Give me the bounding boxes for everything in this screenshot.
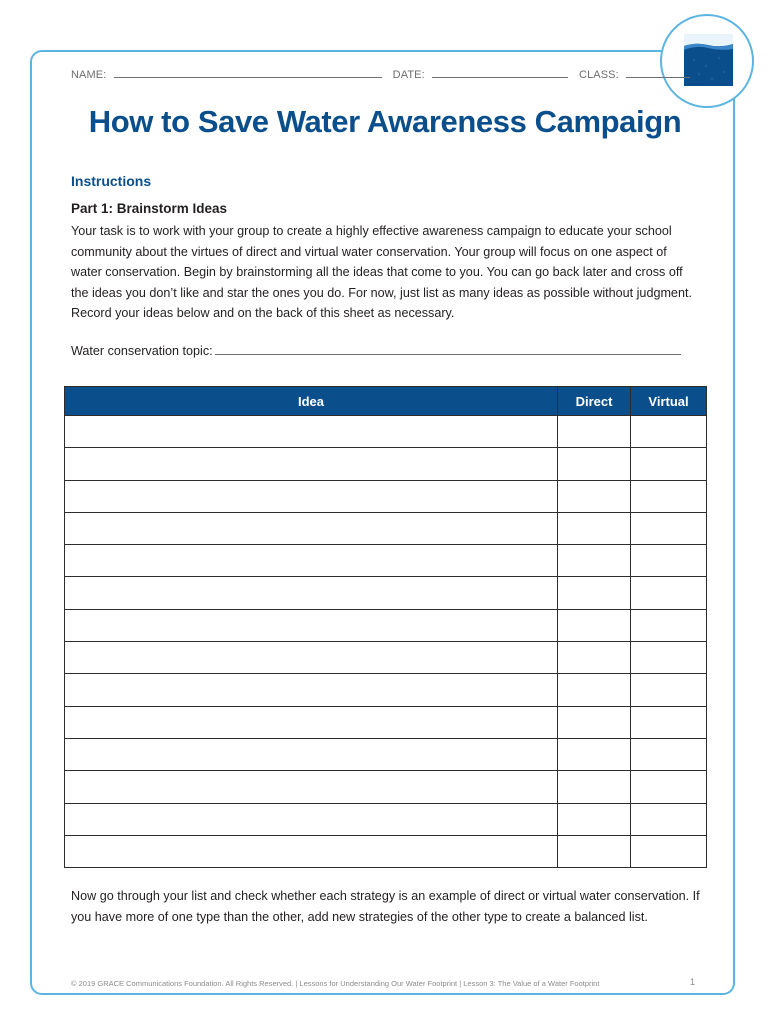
direct-cell[interactable] [558,738,631,770]
direct-cell[interactable] [558,480,631,512]
date-label: DATE: [392,69,425,81]
table-header-row [65,387,707,416]
direct-cell[interactable] [558,577,631,609]
table-row [65,416,707,448]
name-label: NAME: [71,69,107,81]
virtual-cell[interactable] [631,771,707,803]
table-row [65,738,707,770]
student-info-line [71,67,690,81]
idea-cell[interactable] [65,738,558,770]
ideas-table-body [65,416,707,868]
instructions-heading: Instructions [71,173,152,189]
direct-cell[interactable] [558,512,631,544]
closing-instructions-text: Now go through your list and check whether each strategy is an example of direct or virtual water conservation. If you have more of one type than the other, add new strategies of the other type to create a balanced list. [71,889,700,924]
part1-heading: Part 1: Brainstorm Ideas [71,201,228,216]
direct-cell[interactable] [558,803,631,835]
virtual-cell[interactable] [631,738,707,770]
virtual-cell[interactable] [631,642,707,674]
water-glass-icon [684,34,733,86]
name-field[interactable] [114,67,382,78]
topic-line [71,344,681,358]
table-row [65,609,707,641]
virtual-cell[interactable] [631,448,707,480]
class-field[interactable] [626,67,690,78]
virtual-cell[interactable] [631,480,707,512]
idea-cell[interactable] [65,706,558,738]
table-row [65,577,707,609]
virtual-cell[interactable] [631,416,707,448]
table-row [65,512,707,544]
table-row [65,642,707,674]
direct-cell[interactable] [558,706,631,738]
idea-cell[interactable] [65,480,558,512]
virtual-cell[interactable] [631,609,707,641]
topic-label: Water conservation topic: [71,344,213,358]
ideas-table [64,386,707,868]
idea-cell[interactable] [65,835,558,867]
page-title: How to Save Water Awareness Campaign [88,104,682,139]
virtual-cell[interactable] [631,835,707,867]
table-row [65,771,707,803]
direct-cell[interactable] [558,674,631,706]
table-row [65,448,707,480]
idea-cell[interactable] [65,609,558,641]
direct-cell[interactable] [558,835,631,867]
table-row [65,674,707,706]
idea-cell[interactable] [65,642,558,674]
idea-cell[interactable] [65,803,558,835]
table-row [65,835,707,867]
table-row [65,545,707,577]
direct-cell[interactable] [558,642,631,674]
virtual-column-header: Virtual [631,387,707,416]
direct-cell[interactable] [558,545,631,577]
virtual-cell[interactable] [631,545,707,577]
direct-cell[interactable] [558,448,631,480]
topic-field[interactable] [215,344,681,355]
idea-cell[interactable] [65,416,558,448]
part1-instructions-text: Your task is to work with your group to create a highly effective awareness campaign to educate your school community about the virtues of direct and virtual water conservation. Your group will focus on one aspect of water conservation. Begin by brainstorming all the ideas that come to you. You can go back later and cross off the ideas you don’t like and star the ones you do. For now, just list as many ideas as possible without judgment. Record your ideas below and on the back of this sheet as necessary. [71,224,692,320]
table-row [65,706,707,738]
idea-cell[interactable] [65,674,558,706]
page-number: 1 [690,977,696,987]
virtual-cell[interactable] [631,674,707,706]
idea-cell[interactable] [65,771,558,803]
idea-cell[interactable] [65,512,558,544]
date-field[interactable] [432,67,568,78]
virtual-cell[interactable] [631,577,707,609]
idea-cell[interactable] [65,448,558,480]
table-row [65,480,707,512]
virtual-cell[interactable] [631,512,707,544]
virtual-cell[interactable] [631,803,707,835]
virtual-cell[interactable] [631,706,707,738]
table-row [65,803,707,835]
copyright-footer: © 2019 GRACE Communications Foundation. All Rights Reserved. | Lessons for Understanding Our Water Footprint | Lesson 3: The Value of a Water Footprint [71,979,600,988]
idea-column-header: Idea [65,387,558,416]
direct-cell[interactable] [558,771,631,803]
idea-cell[interactable] [65,545,558,577]
idea-cell[interactable] [65,577,558,609]
class-label: CLASS: [579,69,619,81]
direct-column-header: Direct [558,387,631,416]
direct-cell[interactable] [558,416,631,448]
direct-cell[interactable] [558,609,631,641]
